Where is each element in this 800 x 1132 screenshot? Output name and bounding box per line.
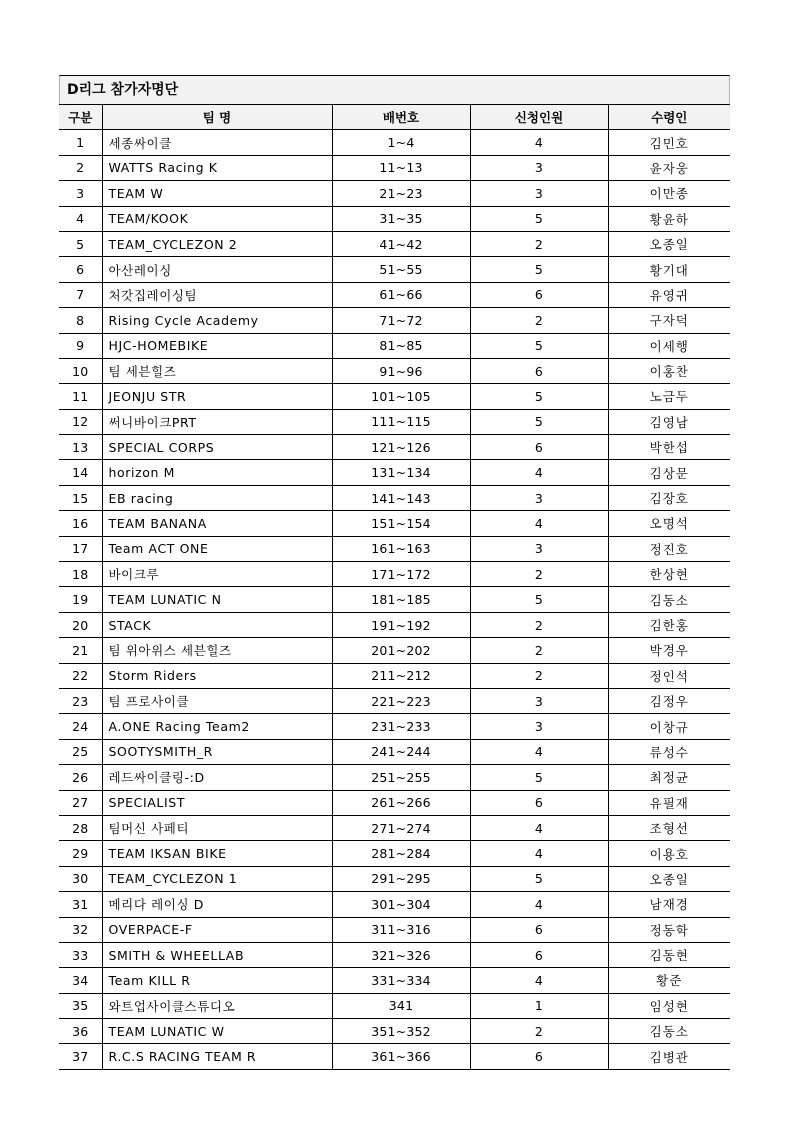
cell-receiver: 김한홍: [608, 612, 730, 637]
cell-count: 3: [470, 688, 608, 713]
cell-receiver: 정동학: [608, 917, 730, 942]
cell-receiver: 최정균: [608, 765, 730, 790]
cell-team: JEONJU STR: [102, 384, 332, 409]
cell-no: 30: [59, 866, 102, 891]
cell-count: 2: [470, 638, 608, 663]
column-header-bib: 배번호: [332, 105, 470, 130]
cell-bib: 181~185: [332, 587, 470, 612]
table-row: [59, 231, 730, 256]
table-row: [59, 282, 730, 307]
cell-receiver: 한상현: [608, 562, 730, 587]
cell-receiver: 이세행: [608, 333, 730, 358]
cell-receiver: 박경우: [608, 638, 730, 663]
table-row: [59, 587, 730, 612]
cell-bib: 171~172: [332, 562, 470, 587]
cell-team: 써니바이크PRT: [102, 409, 332, 434]
cell-no: 8: [59, 308, 102, 333]
cell-team: TEAM W: [102, 181, 332, 206]
cell-bib: 31~35: [332, 206, 470, 231]
cell-count: 5: [470, 765, 608, 790]
table-row: [59, 993, 730, 1018]
cell-receiver: 이만종: [608, 181, 730, 206]
cell-no: 19: [59, 587, 102, 612]
cell-no: 1: [59, 130, 102, 155]
cell-count: 3: [470, 181, 608, 206]
table-row: [59, 358, 730, 383]
cell-count: 5: [470, 333, 608, 358]
table-row: [59, 765, 730, 790]
cell-team: R.C.S RACING TEAM R: [102, 1044, 332, 1069]
cell-no: 6: [59, 257, 102, 282]
cell-receiver: 오종일: [608, 866, 730, 891]
cell-receiver: 김동현: [608, 942, 730, 967]
table-row: [59, 435, 730, 460]
cell-no: 17: [59, 536, 102, 561]
table-row: [59, 536, 730, 561]
table-row: [59, 308, 730, 333]
cell-team: 팀 세븐힐즈: [102, 358, 332, 383]
cell-receiver: 이홍찬: [608, 358, 730, 383]
cell-receiver: 김영남: [608, 409, 730, 434]
cell-no: 16: [59, 511, 102, 536]
cell-no: 34: [59, 968, 102, 993]
cell-team: EB racing: [102, 485, 332, 510]
cell-bib: 261~266: [332, 790, 470, 815]
cell-team: TEAM IKSAN BIKE: [102, 841, 332, 866]
cell-bib: 21~23: [332, 181, 470, 206]
cell-bib: 271~274: [332, 815, 470, 840]
cell-team: 바이크루: [102, 562, 332, 587]
cell-team: 팀 위아위스 세븐힐즈: [102, 638, 332, 663]
cell-bib: 231~233: [332, 714, 470, 739]
cell-team: TEAM LUNATIC W: [102, 1019, 332, 1044]
cell-count: 2: [470, 231, 608, 256]
cell-receiver: 남재경: [608, 892, 730, 917]
cell-count: 6: [470, 917, 608, 942]
cell-team: Team KILL R: [102, 968, 332, 993]
cell-bib: 11~13: [332, 155, 470, 180]
cell-receiver: 김정우: [608, 688, 730, 713]
cell-receiver: 김상문: [608, 460, 730, 485]
cell-no: 15: [59, 485, 102, 510]
cell-no: 32: [59, 917, 102, 942]
cell-count: 4: [470, 815, 608, 840]
cell-no: 31: [59, 892, 102, 917]
table-row: [59, 714, 730, 739]
cell-count: 6: [470, 790, 608, 815]
cell-team: Team ACT ONE: [102, 536, 332, 561]
column-header-no: 구분: [59, 105, 102, 130]
cell-receiver: 김병관: [608, 1044, 730, 1069]
table-row: [59, 638, 730, 663]
column-header-team: 팀 명: [102, 105, 332, 130]
sheet-title: D리그 참가자명단: [59, 75, 730, 104]
participant-table: [59, 104, 730, 1070]
cell-team: TEAM_CYCLEZON 2: [102, 231, 332, 256]
participant-sheet: [59, 75, 730, 1070]
cell-team: 메리다 레이싱 D: [102, 892, 332, 917]
cell-team: STACK: [102, 612, 332, 637]
cell-receiver: 윤자웅: [608, 155, 730, 180]
table-row: [59, 739, 730, 764]
cell-bib: 361~366: [332, 1044, 470, 1069]
cell-receiver: 박한섭: [608, 435, 730, 460]
cell-no: 5: [59, 231, 102, 256]
cell-no: 21: [59, 638, 102, 663]
cell-no: 22: [59, 663, 102, 688]
cell-bib: 341: [332, 993, 470, 1018]
cell-team: 레드싸이클링-:D: [102, 765, 332, 790]
cell-count: 3: [470, 714, 608, 739]
cell-team: OVERPACE-F: [102, 917, 332, 942]
cell-count: 4: [470, 130, 608, 155]
cell-count: 2: [470, 1019, 608, 1044]
cell-receiver: 류성수: [608, 739, 730, 764]
cell-no: 25: [59, 739, 102, 764]
cell-team: SPECIAL CORPS: [102, 435, 332, 460]
cell-bib: 81~85: [332, 333, 470, 358]
cell-team: Rising Cycle Academy: [102, 308, 332, 333]
cell-receiver: 유영귀: [608, 282, 730, 307]
cell-receiver: 황준: [608, 968, 730, 993]
cell-bib: 251~255: [332, 765, 470, 790]
cell-receiver: 황윤하: [608, 206, 730, 231]
cell-count: 5: [470, 384, 608, 409]
table-row: [59, 181, 730, 206]
cell-no: 27: [59, 790, 102, 815]
cell-team: 와트업사이클스튜디오: [102, 993, 332, 1018]
cell-receiver: 이창규: [608, 714, 730, 739]
cell-no: 12: [59, 409, 102, 434]
cell-count: 4: [470, 460, 608, 485]
cell-team: 팀 프로사이클: [102, 688, 332, 713]
cell-bib: 101~105: [332, 384, 470, 409]
table-row: [59, 815, 730, 840]
cell-no: 20: [59, 612, 102, 637]
cell-team: TEAM LUNATIC N: [102, 587, 332, 612]
cell-bib: 131~134: [332, 460, 470, 485]
table-row: [59, 511, 730, 536]
cell-bib: 191~192: [332, 612, 470, 637]
table-header-row: [59, 105, 730, 130]
cell-bib: 71~72: [332, 308, 470, 333]
cell-no: 24: [59, 714, 102, 739]
cell-no: 33: [59, 942, 102, 967]
table-row: [59, 892, 730, 917]
cell-receiver: 김장호: [608, 485, 730, 510]
cell-team: horizon M: [102, 460, 332, 485]
cell-bib: 351~352: [332, 1019, 470, 1044]
cell-no: 13: [59, 435, 102, 460]
cell-team: HJC-HOMEBIKE: [102, 333, 332, 358]
cell-receiver: 이용호: [608, 841, 730, 866]
table-row: [59, 562, 730, 587]
cell-bib: 91~96: [332, 358, 470, 383]
cell-team: 세종싸이클: [102, 130, 332, 155]
cell-team: TEAM BANANA: [102, 511, 332, 536]
cell-count: 6: [470, 282, 608, 307]
table-row: [59, 206, 730, 231]
cell-no: 9: [59, 333, 102, 358]
cell-count: 3: [470, 536, 608, 561]
cell-team: 아산레이싱: [102, 257, 332, 282]
cell-no: 3: [59, 181, 102, 206]
cell-no: 36: [59, 1019, 102, 1044]
cell-count: 4: [470, 892, 608, 917]
cell-bib: 141~143: [332, 485, 470, 510]
table-row: [59, 790, 730, 815]
cell-no: 11: [59, 384, 102, 409]
table-row: [59, 942, 730, 967]
cell-bib: 111~115: [332, 409, 470, 434]
column-header-count: 신청인원: [470, 105, 608, 130]
cell-team: WATTS Racing K: [102, 155, 332, 180]
cell-no: 35: [59, 993, 102, 1018]
cell-count: 5: [470, 587, 608, 612]
cell-bib: 211~212: [332, 663, 470, 688]
cell-receiver: 정인석: [608, 663, 730, 688]
table-row: [59, 866, 730, 891]
cell-team: SPECIALIST: [102, 790, 332, 815]
cell-bib: 121~126: [332, 435, 470, 460]
table-row: [59, 485, 730, 510]
table-row: [59, 130, 730, 155]
table-row: [59, 968, 730, 993]
column-header-receiver: 수령인: [608, 105, 730, 130]
cell-count: 6: [470, 435, 608, 460]
table-row: [59, 1019, 730, 1044]
cell-count: 6: [470, 942, 608, 967]
cell-count: 5: [470, 409, 608, 434]
cell-team: 팀머신 사페티: [102, 815, 332, 840]
cell-team: TEAM/KOOK: [102, 206, 332, 231]
cell-bib: 61~66: [332, 282, 470, 307]
cell-bib: 321~326: [332, 942, 470, 967]
cell-bib: 291~295: [332, 866, 470, 891]
cell-team: 처갓집레이싱팀: [102, 282, 332, 307]
table-row: [59, 384, 730, 409]
cell-team: SMITH & WHEELLAB: [102, 942, 332, 967]
cell-bib: 161~163: [332, 536, 470, 561]
table-row: [59, 663, 730, 688]
cell-bib: 151~154: [332, 511, 470, 536]
cell-no: 18: [59, 562, 102, 587]
cell-no: 29: [59, 841, 102, 866]
cell-no: 14: [59, 460, 102, 485]
cell-receiver: 유필재: [608, 790, 730, 815]
cell-no: 4: [59, 206, 102, 231]
cell-team: A.ONE Racing Team2: [102, 714, 332, 739]
table-row: [59, 917, 730, 942]
cell-receiver: 조형선: [608, 815, 730, 840]
cell-count: 5: [470, 866, 608, 891]
cell-count: 2: [470, 612, 608, 637]
table-row: [59, 460, 730, 485]
cell-count: 2: [470, 663, 608, 688]
table-row: [59, 409, 730, 434]
cell-count: 3: [470, 485, 608, 510]
cell-team: SOOTYSMITH_R: [102, 739, 332, 764]
table-row: [59, 1044, 730, 1069]
cell-bib: 331~334: [332, 968, 470, 993]
cell-team: TEAM_CYCLEZON 1: [102, 866, 332, 891]
cell-count: 4: [470, 739, 608, 764]
cell-team: Storm Riders: [102, 663, 332, 688]
cell-no: 2: [59, 155, 102, 180]
cell-receiver: 황기대: [608, 257, 730, 282]
cell-count: 2: [470, 308, 608, 333]
cell-no: 28: [59, 815, 102, 840]
cell-count: 6: [470, 358, 608, 383]
cell-bib: 201~202: [332, 638, 470, 663]
cell-no: 26: [59, 765, 102, 790]
cell-bib: 241~244: [332, 739, 470, 764]
cell-bib: 311~316: [332, 917, 470, 942]
cell-count: 5: [470, 206, 608, 231]
table-row: [59, 841, 730, 866]
cell-bib: 281~284: [332, 841, 470, 866]
cell-no: 23: [59, 688, 102, 713]
cell-no: 37: [59, 1044, 102, 1069]
cell-no: 7: [59, 282, 102, 307]
cell-bib: 221~223: [332, 688, 470, 713]
cell-bib: 41~42: [332, 231, 470, 256]
cell-bib: 51~55: [332, 257, 470, 282]
cell-receiver: 김동소: [608, 1019, 730, 1044]
cell-count: 4: [470, 511, 608, 536]
table-row: [59, 257, 730, 282]
table-row: [59, 688, 730, 713]
cell-receiver: 임성현: [608, 993, 730, 1018]
table-row: [59, 612, 730, 637]
cell-receiver: 구자덕: [608, 308, 730, 333]
cell-receiver: 정진호: [608, 536, 730, 561]
cell-count: 2: [470, 562, 608, 587]
cell-receiver: 노금두: [608, 384, 730, 409]
cell-count: 4: [470, 841, 608, 866]
cell-receiver: 김민호: [608, 130, 730, 155]
cell-count: 4: [470, 968, 608, 993]
cell-no: 10: [59, 358, 102, 383]
table-row: [59, 155, 730, 180]
cell-count: 5: [470, 257, 608, 282]
cell-count: 3: [470, 155, 608, 180]
cell-bib: 1~4: [332, 130, 470, 155]
cell-receiver: 김동소: [608, 587, 730, 612]
cell-receiver: 오명석: [608, 511, 730, 536]
cell-count: 6: [470, 1044, 608, 1069]
cell-receiver: 오종일: [608, 231, 730, 256]
cell-count: 1: [470, 993, 608, 1018]
table-row: [59, 333, 730, 358]
cell-bib: 301~304: [332, 892, 470, 917]
